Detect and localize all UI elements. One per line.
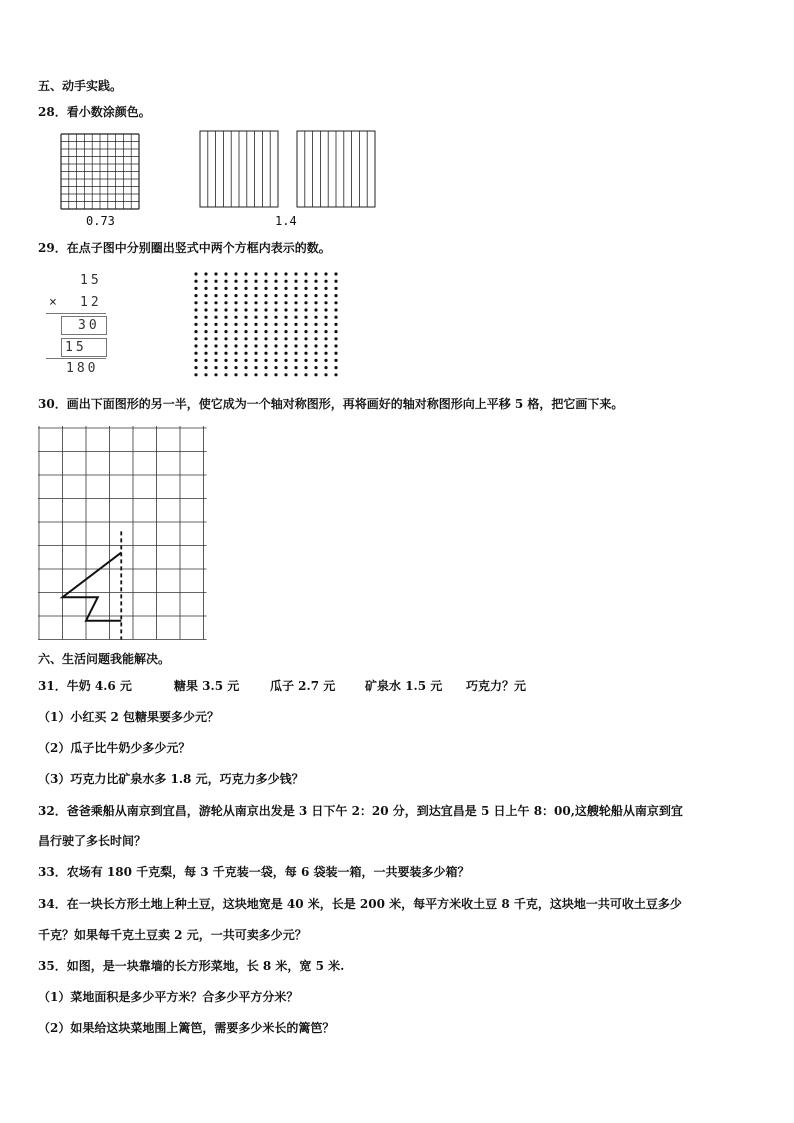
dot [324, 294, 327, 297]
mult-row1: 15 [80, 273, 102, 288]
dot [264, 294, 267, 297]
hundred-grid[interactable] [60, 133, 140, 210]
dot [204, 330, 207, 333]
dot [324, 287, 327, 290]
dot [284, 308, 287, 311]
dot [304, 359, 307, 362]
q35-sub2: （2）如果给这块菜地围上篱笆，需要多少米长的篱笆？ [38, 1021, 335, 1035]
price-chocolate: 巧克力？元 [466, 679, 527, 693]
dot [204, 373, 207, 376]
dot [284, 337, 287, 340]
dot [204, 337, 207, 340]
dot [254, 287, 257, 290]
dot [294, 330, 297, 333]
mult-operator: × [49, 295, 57, 310]
dot [204, 294, 207, 297]
dot [194, 359, 197, 362]
dot [284, 272, 287, 275]
dot [264, 352, 267, 355]
dot [334, 308, 337, 311]
dot [274, 359, 277, 362]
dot [284, 373, 287, 376]
dot [334, 352, 337, 355]
dot [204, 316, 207, 319]
dot [324, 330, 327, 333]
dot [254, 352, 257, 355]
dot [334, 272, 337, 275]
price-water: 矿泉水 1.5 元 [365, 679, 443, 693]
dot [234, 323, 237, 326]
mult-rule-1 [46, 313, 106, 314]
dot [224, 301, 227, 304]
dot [274, 344, 277, 347]
dot [314, 301, 317, 304]
dot [274, 366, 277, 369]
dot [324, 344, 327, 347]
dot [304, 330, 307, 333]
dot [314, 337, 317, 340]
dot [214, 272, 217, 275]
dot [244, 301, 247, 304]
section5-title: 五、动手实践。 [38, 79, 123, 93]
dot [254, 323, 257, 326]
dot [264, 366, 267, 369]
dot [214, 287, 217, 290]
dot [294, 272, 297, 275]
dot [234, 294, 237, 297]
dot [254, 359, 257, 362]
dot [234, 272, 237, 275]
box-1[interactable] [61, 316, 107, 335]
dot [224, 316, 227, 319]
dot [304, 344, 307, 347]
dot [244, 272, 247, 275]
dot [254, 373, 257, 376]
dot [274, 373, 277, 376]
dot [254, 316, 257, 319]
dot [194, 373, 197, 376]
dot [224, 352, 227, 355]
dot [244, 294, 247, 297]
q33-line1: 33．农场有 180 千克梨，每 3 千克装一袋，每 6 袋装一箱，一共要装多少箱？ [38, 865, 470, 879]
dot [304, 373, 307, 376]
dot [334, 316, 337, 319]
dot [214, 280, 217, 283]
dot [194, 344, 197, 347]
dot [334, 323, 337, 326]
dot [244, 316, 247, 319]
dot [284, 316, 287, 319]
dot [194, 366, 197, 369]
dot [304, 272, 307, 275]
dot [334, 337, 337, 340]
dot [224, 373, 227, 376]
q31-sub3: （3）巧克力比矿泉水多 1.8 元，巧克力多少钱？ [38, 772, 304, 786]
dot [224, 287, 227, 290]
dot [314, 359, 317, 362]
dot [204, 301, 207, 304]
dot [224, 344, 227, 347]
dot [254, 308, 257, 311]
dot [294, 308, 297, 311]
dot [214, 330, 217, 333]
dot [314, 316, 317, 319]
dot [314, 344, 317, 347]
q32-line2: 昌行驶了多长时间？ [38, 834, 147, 848]
dot [214, 359, 217, 362]
dot [264, 301, 267, 304]
dot [304, 280, 307, 283]
dot [194, 294, 197, 297]
dot [334, 330, 337, 333]
dot [194, 308, 197, 311]
dot [314, 366, 317, 369]
q34-line1: 34．在一块长方形土地上种土豆，这块地宽是 40 米，长是 200 米，每平方米收土豆 8 千克，这块地一共可收土豆多少 [38, 897, 682, 911]
dot [264, 272, 267, 275]
price-candy: 糖果 3.5 元 [174, 679, 240, 693]
dot [254, 344, 257, 347]
dot [264, 330, 267, 333]
ten-strip-square-2[interactable] [296, 130, 376, 208]
dot [244, 337, 247, 340]
dot [294, 344, 297, 347]
dot [224, 323, 227, 326]
dot [284, 352, 287, 355]
q29-prompt: 29．在点子图中分别圈出竖式中两个方框内表示的数。 [38, 241, 331, 255]
dot [194, 323, 197, 326]
dot [284, 280, 287, 283]
dot [304, 337, 307, 340]
q35-sub1: （1）菜地面积是多少平方米？合多少平方分米？ [38, 990, 299, 1004]
dot [324, 352, 327, 355]
dot [324, 301, 327, 304]
dot [314, 352, 317, 355]
dot [214, 366, 217, 369]
dot [264, 287, 267, 290]
dot [274, 308, 277, 311]
dot [274, 280, 277, 283]
dot [254, 272, 257, 275]
dot [314, 280, 317, 283]
dot [244, 344, 247, 347]
dot [324, 323, 327, 326]
dot [244, 366, 247, 369]
dot [244, 373, 247, 376]
dot [214, 337, 217, 340]
mult-row2: 12 [80, 295, 102, 310]
dot [334, 359, 337, 362]
dot [274, 287, 277, 290]
dot [334, 287, 337, 290]
dot [244, 330, 247, 333]
dot [294, 287, 297, 290]
dot [314, 330, 317, 333]
dot [314, 308, 317, 311]
dot [194, 280, 197, 283]
dot [224, 272, 227, 275]
dot [324, 280, 327, 283]
dot [224, 308, 227, 311]
dot [194, 330, 197, 333]
dot [304, 294, 307, 297]
dot [334, 294, 337, 297]
dot [314, 294, 317, 297]
dot [324, 359, 327, 362]
dot [324, 366, 327, 369]
dot [244, 308, 247, 311]
dot [214, 301, 217, 304]
dot [314, 272, 317, 275]
dot [334, 366, 337, 369]
dot [234, 337, 237, 340]
q35-line1: 35．如图，是一块靠墙的长方形菜地，长 8 米，宽 5 米. [38, 959, 345, 973]
dot [224, 330, 227, 333]
dot [224, 366, 227, 369]
box2-value: 15 [65, 340, 87, 355]
dot [284, 294, 287, 297]
dot [284, 301, 287, 304]
dot [264, 308, 267, 311]
mult-result: 180 [66, 361, 99, 376]
dot [334, 373, 337, 376]
dot [214, 352, 217, 355]
dot [304, 316, 307, 319]
dot [284, 330, 287, 333]
q31-sub2: （2）瓜子比牛奶少多少元？ [38, 741, 191, 755]
dot [254, 294, 257, 297]
dot [204, 280, 207, 283]
q28-label-073: 0.73 [86, 214, 115, 228]
dot [314, 323, 317, 326]
dot [314, 287, 317, 290]
dot [304, 287, 307, 290]
dot [264, 344, 267, 347]
dot [334, 301, 337, 304]
dot [264, 373, 267, 376]
dot [294, 301, 297, 304]
dot [214, 316, 217, 319]
dot [234, 352, 237, 355]
dot [274, 330, 277, 333]
dot [294, 316, 297, 319]
dot [254, 337, 257, 340]
dot [224, 337, 227, 340]
dot [224, 280, 227, 283]
dot [194, 337, 197, 340]
dot [294, 337, 297, 340]
dot [294, 352, 297, 355]
dot [234, 359, 237, 362]
dot [254, 366, 257, 369]
dot [274, 294, 277, 297]
dot [294, 294, 297, 297]
dot [254, 280, 257, 283]
symmetry-grid[interactable] [38, 426, 208, 642]
dot [324, 337, 327, 340]
q34-line2: 千克？如果每千克土豆卖 2 元，一共可卖多少元？ [38, 928, 307, 942]
dot [204, 366, 207, 369]
mult-rule-2 [46, 358, 106, 359]
dot [284, 366, 287, 369]
dot [294, 323, 297, 326]
dot [254, 330, 257, 333]
dot [284, 323, 287, 326]
dot [244, 359, 247, 362]
dot [274, 352, 277, 355]
dot [204, 344, 207, 347]
dot [264, 280, 267, 283]
dot [204, 287, 207, 290]
dot [324, 316, 327, 319]
dot [274, 301, 277, 304]
dot [284, 287, 287, 290]
q28-prompt: 28．看小数涂颜色。 [38, 105, 151, 119]
ten-strip-square-1[interactable] [199, 130, 279, 208]
section6-title: 六、生活问题我能解决。 [38, 652, 171, 666]
dot [214, 308, 217, 311]
dot [304, 308, 307, 311]
dot [274, 323, 277, 326]
dot [264, 316, 267, 319]
dot [194, 287, 197, 290]
dot [244, 323, 247, 326]
dot [204, 352, 207, 355]
dot [234, 316, 237, 319]
dot [304, 366, 307, 369]
dot [234, 280, 237, 283]
dot [284, 359, 287, 362]
dot [304, 352, 307, 355]
dot [214, 323, 217, 326]
dot [204, 323, 207, 326]
dot [274, 272, 277, 275]
dot [264, 359, 267, 362]
dot [194, 272, 197, 275]
dot [194, 352, 197, 355]
q30-prompt: 30．画出下面图形的另一半，使它成为一个轴对称图形，再将画好的轴对称图形向上平移 5 格，把它画下来。 [38, 397, 624, 411]
dot [274, 337, 277, 340]
dot [334, 344, 337, 347]
dot [234, 308, 237, 311]
dot [214, 373, 217, 376]
price-seeds: 瓜子 2.7 元 [270, 679, 336, 693]
dot-grid[interactable] [193, 271, 339, 379]
dot [234, 373, 237, 376]
q28-label-14: 1.4 [275, 214, 297, 228]
dot [294, 373, 297, 376]
dot [324, 272, 327, 275]
dot [304, 323, 307, 326]
dot [254, 301, 257, 304]
half-shape [63, 553, 122, 621]
box1-value: 30 [78, 318, 100, 333]
q31-sub1: （1）小红买 2 包糖果要多少元？ [38, 710, 220, 724]
dot [304, 301, 307, 304]
q32-line1: 32．爸爸乘船从南京到宜昌，游轮从南京出发是 3 日下午 2：20 分，到达宜昌是 5 日上午 8：00,这艘轮船从南京到宜 [38, 804, 683, 818]
dot [264, 337, 267, 340]
dot [244, 352, 247, 355]
dot [234, 287, 237, 290]
dot [324, 373, 327, 376]
box-2[interactable] [61, 338, 107, 357]
dot [244, 280, 247, 283]
dot [314, 373, 317, 376]
dot [244, 287, 247, 290]
price-milk: 31．牛奶 4.6 元 [38, 679, 132, 693]
dot [214, 294, 217, 297]
dot [204, 308, 207, 311]
dot [334, 280, 337, 283]
dot [284, 344, 287, 347]
dot [234, 344, 237, 347]
dot [214, 344, 217, 347]
dot [264, 323, 267, 326]
dot [294, 280, 297, 283]
dot [324, 308, 327, 311]
dot [234, 366, 237, 369]
dot [204, 272, 207, 275]
dot [194, 301, 197, 304]
dot [194, 316, 197, 319]
dot [234, 301, 237, 304]
dot [234, 330, 237, 333]
dot [294, 366, 297, 369]
dot [204, 359, 207, 362]
dot [224, 359, 227, 362]
dot [224, 294, 227, 297]
dot [294, 359, 297, 362]
dot [274, 316, 277, 319]
